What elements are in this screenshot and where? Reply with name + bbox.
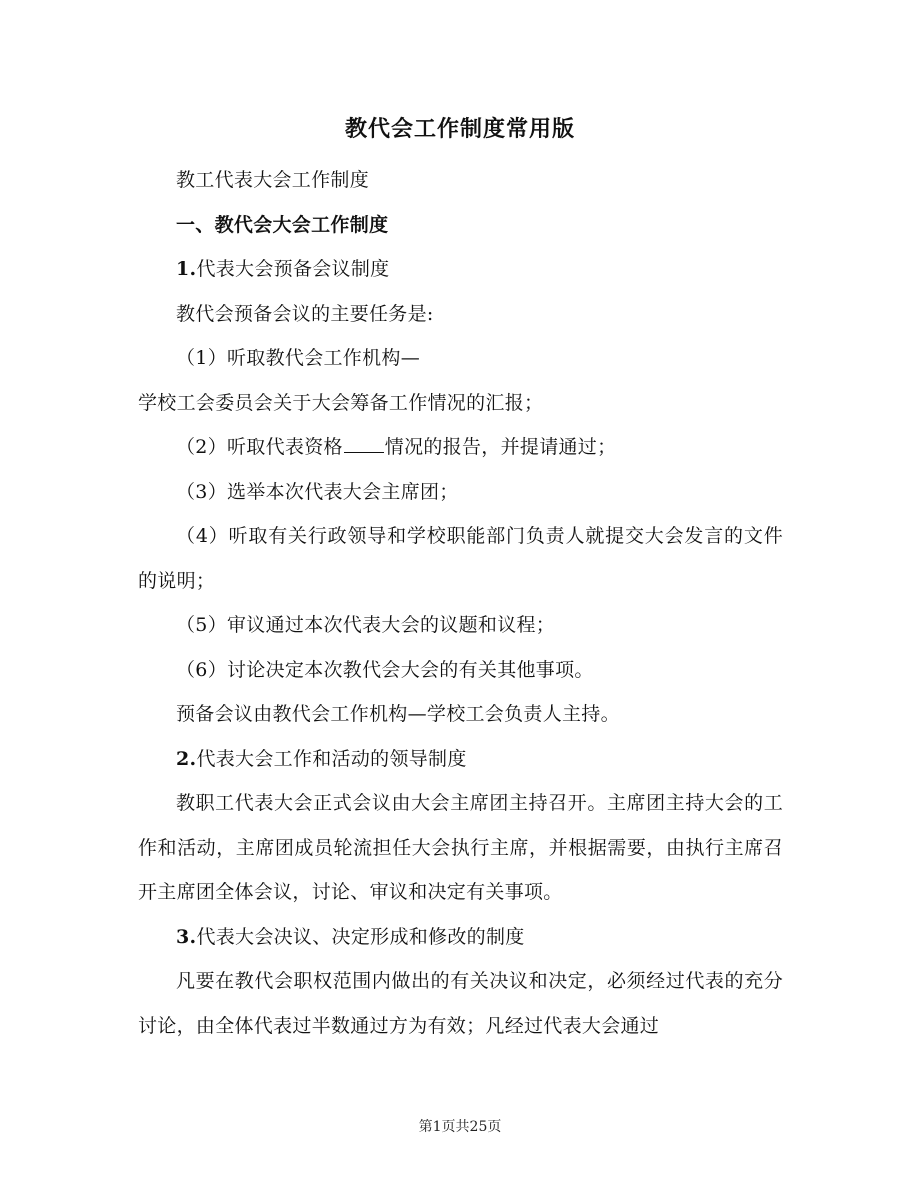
fill-in-blank — [344, 438, 384, 453]
document-title: 教代会工作制度常用版 — [344, 116, 575, 142]
list-item: （5）审议通过本次代表大会的议题和议程； — [176, 614, 556, 636]
list-item-text: 情况的报告，并提请通过； — [384, 436, 617, 458]
list-item: （4）听取有关行政领导和学校职能部门负责人就提交大会发言的文件的说明； — [138, 525, 783, 592]
paragraph: 凡要在教代会职权范围内做出的有关决议和决定，必须经过代表的充分讨论，由全体代表过半数通过方为有效；凡经过代表大会通过 — [138, 970, 783, 1037]
paragraph: 预备会议由教代会工作机构—学校工会负责人主持。 — [176, 703, 620, 725]
subsection-number: 1. — [176, 258, 197, 280]
list-item: （1）听取教代会工作机构— — [176, 347, 420, 369]
paragraph: 教职工代表大会正式会议由大会主席团主持召开。主席团主持大会的工作和活动，主席团成员轮流担任大会执行主席，并根据需要，由执行主席召开主席团全体会议，讨论、审议和决定有关事项。 — [138, 792, 783, 903]
subsection-label: 代表大会工作和活动的领导制度 — [196, 747, 467, 770]
list-item — [138, 425, 783, 470]
subsection-heading-1 — [138, 247, 783, 292]
list-item: （6）讨论决定本次教代会大会的有关其他事项。 — [176, 658, 594, 681]
subsection-heading-3 — [138, 915, 783, 960]
list-item: （3）选举本次代表大会主席团； — [176, 480, 459, 503]
page-footer: 第1页共25页 — [418, 1119, 502, 1135]
paragraph-continuation: 学校工会委员会关于大会筹备工作情况的汇报； — [138, 391, 544, 414]
subsection-number: 2. — [176, 747, 197, 770]
paragraph: 教代会预备会议的主要任务是: — [176, 302, 434, 325]
subsection-label: 代表大会预备会议制度 — [196, 258, 390, 280]
subsection-heading-2 — [138, 737, 783, 782]
paragraph-subtitle: 教工代表大会工作制度 — [176, 169, 370, 191]
subsection-label: 代表大会决议、决定形成和修改的制度 — [196, 925, 525, 948]
section-heading: 一、教代会大会工作制度 — [176, 213, 389, 236]
document-body — [138, 158, 783, 1048]
list-item-text: （2）听取代表资格 — [176, 436, 343, 458]
subsection-number: 3. — [176, 925, 197, 948]
